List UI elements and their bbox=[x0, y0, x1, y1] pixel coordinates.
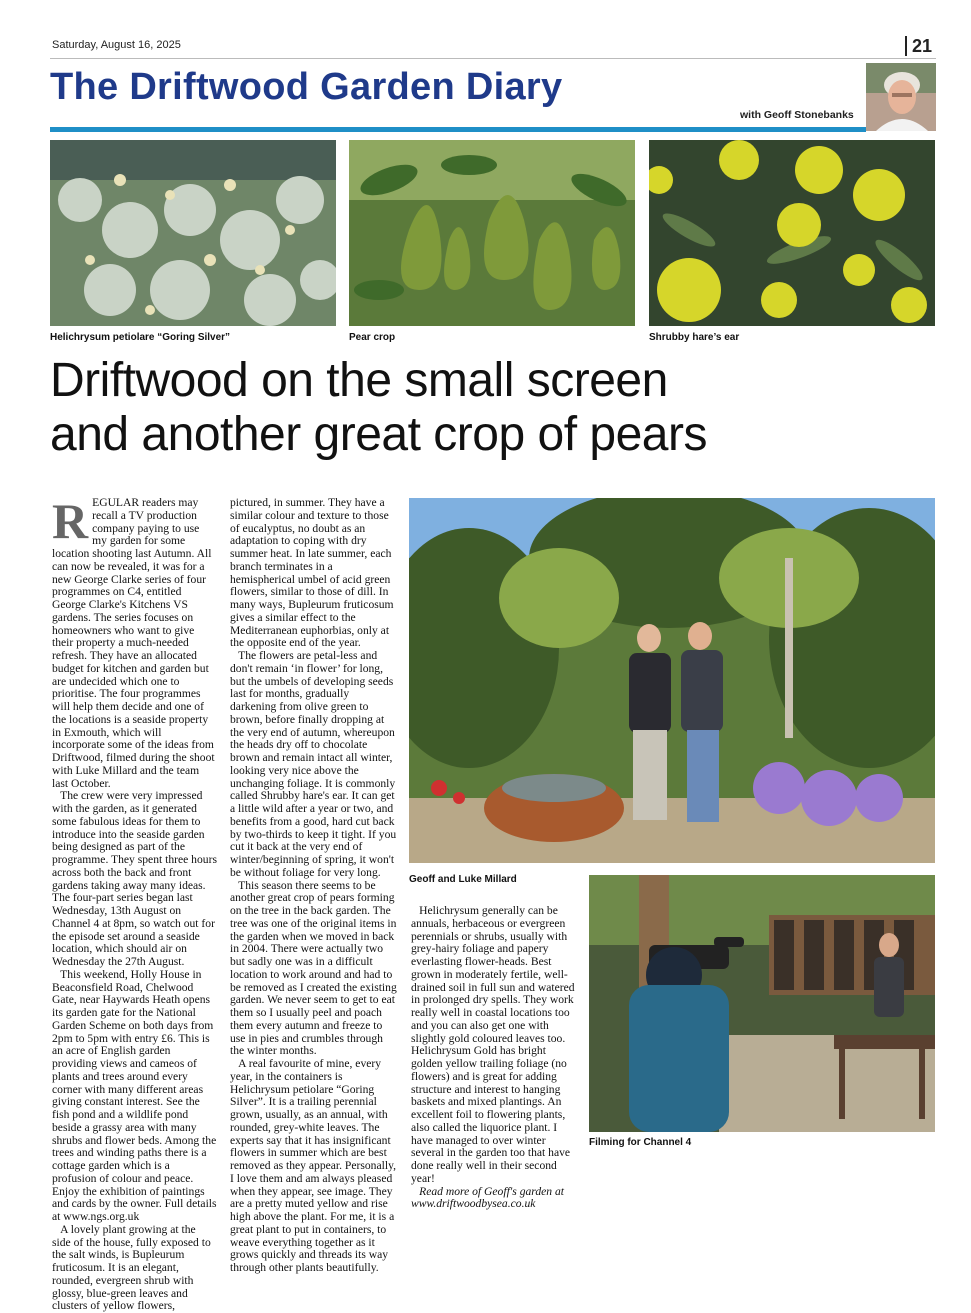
article-paragraph: A real favourite of mine, every year, in the containers is Helichrysum petiolare “Goring Silver”. It is a trailing perennial grown, usually, as an annual, with rounded, grey-white leaves. The experts say that it has insignificant flowers in summer which are best removed as they appear. Personally, I love them and am always pleased when they appear, see image. They are a pretty muted yellow and rise high above the plant. For me, it is a great plant to put in containers, to weave everything together as it grows quickly and threads its way through other plants beautifully. bbox=[230, 1057, 397, 1274]
headline-line-1: Driftwood on the small screen bbox=[50, 354, 668, 407]
helichrysum-photo bbox=[50, 140, 336, 326]
masthead-rule bbox=[50, 127, 866, 132]
pear-caption: Pear crop bbox=[349, 332, 396, 343]
article-column-1 bbox=[52, 493, 217, 1313]
article-paragraph: This weekend, Holly House in Beaconsfield Road, Chelwood Gate, near Haywards Heath opens its garden gate for the National Garden Scheme on both days from 2pm to 5pm with entry £6. This is an acre of English garden providing views and cameos of plants and trees around every corner with many different areas giving constant interest. See the fish pond and a wildlife pond beside a grassy area with many shrubs and flower beds. Among the trees and winding paths there is a cottage garden which is a profusion of colour and peace. Enjoy the exhibition of paintings and cards by the owner. Full details at www.ngs.org.uk bbox=[52, 967, 217, 1223]
article-column-3 bbox=[411, 905, 579, 1211]
page-number: 21 bbox=[905, 36, 932, 56]
pear-photo bbox=[349, 140, 635, 326]
headline-line-2: and another great crop of pears bbox=[50, 408, 707, 461]
top-rule bbox=[50, 58, 936, 59]
drop-cap: R bbox=[52, 493, 89, 549]
article-paragraph: This season there seems to be another great crop of pears forming on the tree in the back garden. The tree was one of the original items in the garden when we moved in back in 2004. There were actually two but sadly one was in a difficult location to work around and had to be removed as I created the existing garden. We never seem to get to eat them so I usually peel and poach them every autumn and freeze to use in pies and crumbles through the winter months. bbox=[230, 878, 397, 1058]
filming-caption: Filming for Channel 4 bbox=[589, 1137, 692, 1148]
author-headshot bbox=[866, 63, 936, 131]
article-column-2 bbox=[230, 497, 398, 1275]
read-more: Read more of Geoff's garden at www.driftwoodbysea.co.uk bbox=[411, 1184, 565, 1211]
article-paragraph: The crew were very impressed with the garden, as it generated some fabulous ideas for them to introduce into the seaside garden being designed as part of the programme. They spent three hours across both the back and front gardens taking away many ideas. The four-part series began last Wednesday, 13th August on Channel 4 at 8pm, so watch out for the episode set around a seaside location, which should air on Wednesday the 27th August. bbox=[52, 789, 217, 968]
byline: with Geoff Stonebanks bbox=[740, 109, 854, 121]
geoff-luke-caption: Geoff and Luke Millard bbox=[409, 874, 517, 885]
helichrysum-caption: Helichrysum petiolare “Goring Silver” bbox=[50, 332, 231, 343]
masthead-title: The Driftwood Garden Diary bbox=[50, 66, 563, 108]
hares-ear-caption: Shrubby hare’s ear bbox=[649, 332, 740, 343]
geoff-luke-photo bbox=[409, 498, 935, 863]
issue-date: Saturday, August 16, 2025 bbox=[52, 39, 181, 51]
article-paragraph: REGULAR readers may recall a TV production company paying to use my garden for some location shooting last Autumn. All can now be revealed, it was for a new George Clarke series of four programmes on C4, entitled George Clarke's Kitchens VS gardens. The series focuses on homeowners who want to give their property a much-needed refresh. They have an allocated budget for kitchen and garden but are undecided which one to prioritise. The four programmes will help them decide and one of the locations is a seaside property in Exmouth, which will incorporate some of the ideas from Driftwood, filmed during the shoot with Luke Millard and the team last October. bbox=[52, 493, 215, 790]
hares-ear-photo bbox=[649, 140, 935, 326]
article-paragraph: pictured, in summer. They have a similar colour and texture to those of eucalyptus, no doubt as an adaptation to coping with dry summer heat. In late summer, each branch terminates in a hemispherical umbel of acid green flowers, similar to those of dill. In many ways, Bupleurum fruticosum gives a similar effect to the Mediterranean euphorbias, only at the opposite end of the year. bbox=[230, 496, 394, 650]
article-paragraph: A lovely plant growing at the side of the house, fully exposed to the salt winds, is Bupleurum fruticosum. It is an elegant, rounded, evergreen shrub with glossy, blue-green leaves and clusters of yellow flowers, bbox=[52, 1222, 211, 1313]
article-paragraph: Helichrysum generally can be annuals, herbaceous or evergreen perennials or shrubs, usually with grey-hairy foliage and papery everlasting flower-heads. Best grown in moderately fertile, well-drained soil in full sun and watered in prolonged dry spells. They work really well in coastal locations too and you can also get one with slightly gold coloured leaves too. Helichrysum Gold has bright golden yellow trailing foliage (no flowers) and is great for adding structure and interest to hanging baskets and mixed plantings. An excellent foil to flowering plants, also called the liquorice plant. I have managed to over winter several in the garden too that have done really well in their second year! bbox=[411, 904, 575, 1185]
headline bbox=[50, 354, 950, 462]
article-paragraph: The flowers are petal-less and don't remain ‘in flower’ for long, but the umbels of developing seeds last for months, gradually darkening from olive green to brown, before finally dropping at the very end of autumn, whereupon the heads dry off to chocolate brown and remain intact all winter, looking very nice above the unchanging foliage. It is commonly called Shrubby hare's ear. It can get a little wild after a year or two, and benefits from a good, hard cut back by two-thirds to keep it tight. If you cut it back at the very end of winter/beginning of spring, it won't be without foliage for very long. bbox=[230, 649, 397, 879]
filming-photo bbox=[589, 875, 935, 1132]
